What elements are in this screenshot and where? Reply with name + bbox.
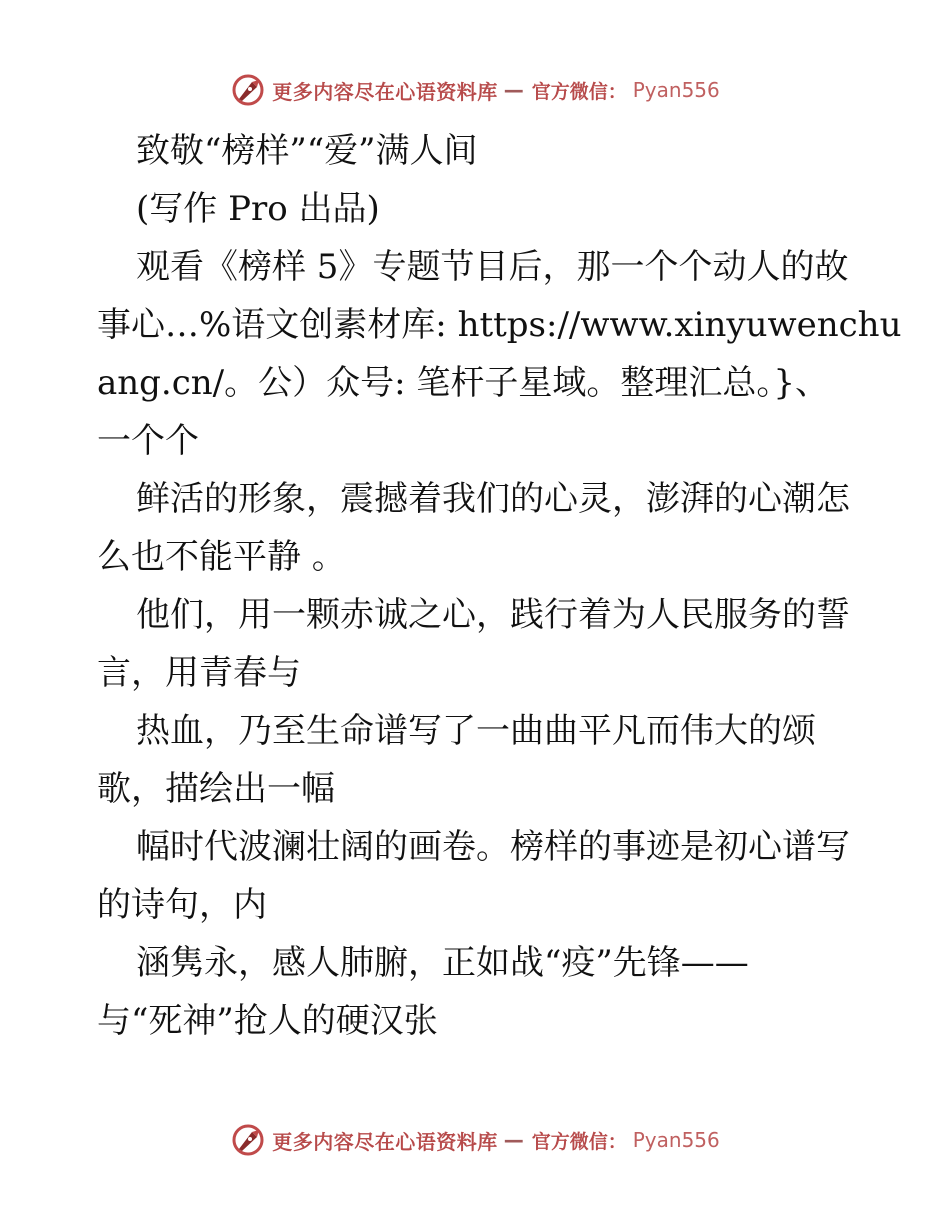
footer-site-text: 更多内容尽在心语资料库	[272, 1129, 498, 1154]
document-body	[97, 122, 902, 1050]
header-site-text: 更多内容尽在心语资料库	[272, 79, 498, 104]
header-wechat-id: Pyan556	[632, 78, 720, 102]
header-separator: —	[503, 78, 524, 102]
paragraph-line: 的诗句，内	[97, 885, 267, 925]
pen-nib-logo-icon	[230, 1122, 266, 1158]
header-banner	[0, 70, 950, 110]
footer-wechat-label: 官方微信：	[531, 1130, 627, 1153]
document-subtitle: (写作 Pro 出品)	[136, 189, 380, 229]
paragraph-line: 鲜活的形象，震撼着我们的心灵，澎湃的心潮怎	[136, 479, 850, 519]
pen-nib-logo-icon	[230, 72, 266, 108]
paragraph-line: 观看《榜样 5》专题节目后，那一个个动人的故	[136, 247, 849, 287]
paragraph-line: 言，用青春与	[97, 653, 301, 693]
paragraph-line: 歌，描绘出一幅	[97, 769, 335, 809]
paragraph-line: 么也不能平静 。	[97, 537, 346, 577]
paragraph-line: 与“死神”抢人的硬汉张	[97, 1001, 438, 1041]
paragraph-line: 一个个	[97, 421, 199, 461]
document-title: 致敬“榜样”“爱”满人间	[136, 131, 478, 171]
footer-banner	[0, 1120, 950, 1160]
paragraph-line: 事心…%语文创素材库: https://www.xinyuwenchu	[97, 305, 902, 345]
paragraph-line: ang.cn/。公）众号: 笔杆子星域。整理汇总。}、	[97, 363, 830, 403]
paragraph-line: 热血，乃至生命谱写了一曲曲平凡而伟大的颂	[136, 711, 816, 751]
paragraph-line: 涵隽永，感人肺腑，正如战“疫”先锋——	[136, 943, 749, 983]
paragraph-line: 他们，用一颗赤诚之心，践行着为人民服务的誓	[136, 595, 850, 635]
paragraph-line: 幅时代波澜壮阔的画卷。榜样的事迹是初心谱写	[136, 827, 850, 867]
footer-separator: —	[503, 1128, 524, 1152]
footer-wechat-id: Pyan556	[632, 1128, 720, 1152]
header-wechat-label: 官方微信：	[531, 80, 627, 103]
